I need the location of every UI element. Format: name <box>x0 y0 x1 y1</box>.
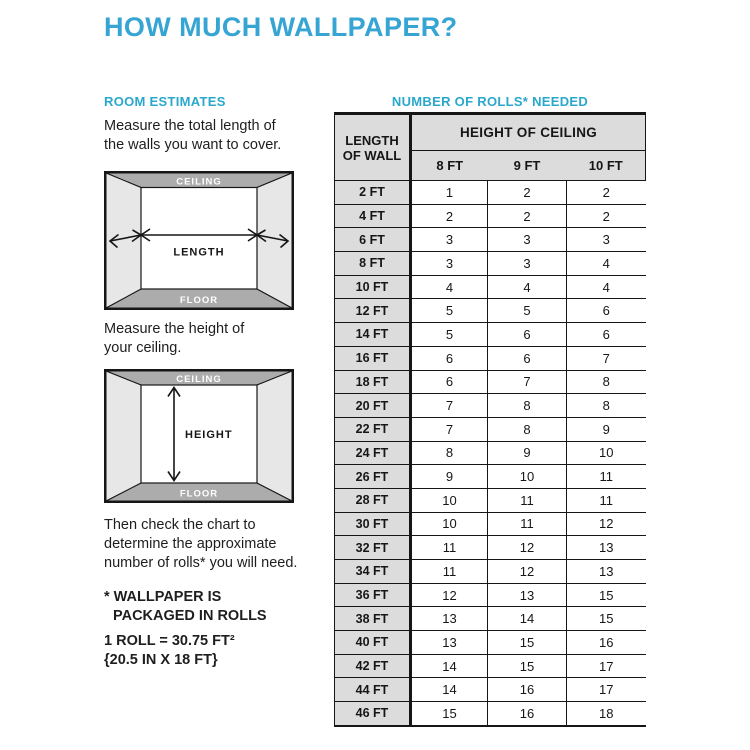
step2-line: your ceiling. <box>104 340 182 356</box>
wall-length-cell: 24 FT <box>335 441 411 465</box>
wall-length-cell: 44 FT <box>335 678 411 702</box>
rolls-value-cell: 15 <box>567 583 646 607</box>
rolls-value-cell: 9 <box>411 465 488 489</box>
col-header-10ft: 10 FT <box>567 151 646 181</box>
rolls-value-cell: 12 <box>411 583 488 607</box>
rolls-value-cell: 7 <box>567 346 646 370</box>
rolls-value-cell: 11 <box>411 560 488 584</box>
table-row <box>335 417 646 441</box>
rolls-value-cell: 8 <box>488 394 567 418</box>
rolls-value-cell: 3 <box>567 228 646 252</box>
rolls-value-cell: 10 <box>567 441 646 465</box>
rolls-value-cell: 12 <box>488 536 567 560</box>
wall-length-cell: 28 FT <box>335 488 411 512</box>
table-row <box>335 252 646 276</box>
rolls-value-cell: 16 <box>488 702 567 726</box>
rolls-value-cell: 17 <box>567 678 646 702</box>
rolls-value-cell: 8 <box>567 370 646 394</box>
wall-length-cell: 34 FT <box>335 560 411 584</box>
wall-length-cell: 40 FT <box>335 631 411 655</box>
back-wall-face <box>141 188 257 290</box>
table-row <box>335 702 646 726</box>
table-row <box>335 204 646 228</box>
rolls-value-cell: 5 <box>411 323 488 347</box>
roll-size-spec <box>104 632 235 670</box>
col-header-8ft: 8 FT <box>411 151 488 181</box>
rolls-value-cell: 5 <box>488 299 567 323</box>
rolls-value-cell: 8 <box>488 417 567 441</box>
table-row <box>335 654 646 678</box>
rolls-value-cell: 16 <box>567 631 646 655</box>
rolls-value-cell: 16 <box>488 678 567 702</box>
table-header-row <box>335 114 646 151</box>
step3-line: number of rolls* you will need. <box>104 555 298 571</box>
rolls-value-cell: 2 <box>488 181 567 205</box>
wall-length-cell: 26 FT <box>335 465 411 489</box>
rolls-value-cell: 5 <box>411 299 488 323</box>
rolls-table-body <box>335 181 646 726</box>
rolls-value-cell: 7 <box>488 370 567 394</box>
table-row <box>335 299 646 323</box>
table-row <box>335 678 646 702</box>
rolls-value-cell: 10 <box>411 488 488 512</box>
rolls-value-cell: 11 <box>567 488 646 512</box>
rolls-value-cell: 4 <box>411 275 488 299</box>
step3-line: Then check the chart to <box>104 517 256 533</box>
left-wall-face <box>106 371 141 501</box>
rolls-value-cell: 13 <box>411 631 488 655</box>
rolls-needed-heading: NUMBER OF ROLLS* NEEDED <box>391 94 589 109</box>
rolls-value-cell: 4 <box>567 275 646 299</box>
wall-length-cell: 42 FT <box>335 654 411 678</box>
step3-line: determine the approximate <box>104 536 277 552</box>
rolls-value-cell: 8 <box>567 394 646 418</box>
rolls-value-cell: 7 <box>411 394 488 418</box>
height-label: HEIGHT <box>185 429 233 441</box>
table-row <box>335 583 646 607</box>
table-row <box>335 346 646 370</box>
floor-label: FLOOR <box>179 295 219 306</box>
rolls-value-cell: 10 <box>488 465 567 489</box>
length-of-wall-header <box>335 114 411 181</box>
rolls-value-cell: 6 <box>411 370 488 394</box>
step2-instruction <box>104 320 244 358</box>
rolls-value-cell: 6 <box>567 323 646 347</box>
table-row <box>335 370 646 394</box>
rolls-value-cell: 8 <box>411 441 488 465</box>
wall-length-cell: 2 FT <box>335 181 411 205</box>
room-length-diagram <box>104 171 294 310</box>
table-row <box>335 394 646 418</box>
rollspec-line: 1 ROLL = 30.75 FT² <box>104 633 235 649</box>
wall-length-cell: 20 FT <box>335 394 411 418</box>
wall-length-cell: 16 FT <box>335 346 411 370</box>
rollspec-line: {20.5 IN X 18 FT} <box>104 652 218 668</box>
rolls-value-cell: 14 <box>411 654 488 678</box>
room-height-diagram <box>104 369 294 503</box>
wall-length-cell: 36 FT <box>335 583 411 607</box>
room-estimates-heading: ROOM ESTIMATES <box>104 94 226 109</box>
length-label: LENGTH <box>173 246 225 259</box>
rolls-value-cell: 11 <box>488 488 567 512</box>
rolls-value-cell: 13 <box>411 607 488 631</box>
rolls-value-cell: 1 <box>411 181 488 205</box>
table-row <box>335 488 646 512</box>
rolls-value-cell: 12 <box>488 560 567 584</box>
rolls-needed-table <box>334 112 646 727</box>
col-header-9ft: 9 FT <box>488 151 567 181</box>
rolls-value-cell: 11 <box>411 536 488 560</box>
wall-length-cell: 22 FT <box>335 417 411 441</box>
rolls-value-cell: 4 <box>567 252 646 276</box>
table-row <box>335 323 646 347</box>
table-row <box>335 441 646 465</box>
rolls-value-cell: 6 <box>567 299 646 323</box>
corner-header-line: LENGTH <box>345 132 399 148</box>
rolls-value-cell: 3 <box>411 228 488 252</box>
rolls-value-cell: 11 <box>567 465 646 489</box>
wall-length-cell: 14 FT <box>335 323 411 347</box>
table-row <box>335 512 646 536</box>
wallpaper-rolls-footnote <box>104 588 267 626</box>
ceiling-label: CEILING <box>176 176 222 188</box>
rolls-value-cell: 15 <box>488 631 567 655</box>
rolls-value-cell: 15 <box>567 607 646 631</box>
right-wall-face <box>257 371 292 501</box>
table-row <box>335 181 646 205</box>
table-row <box>335 228 646 252</box>
height-of-ceiling-header: HEIGHT OF CEILING <box>411 114 646 151</box>
rolls-value-cell: 12 <box>567 512 646 536</box>
wall-length-cell: 12 FT <box>335 299 411 323</box>
rolls-value-cell: 14 <box>488 607 567 631</box>
rolls-value-cell: 13 <box>488 583 567 607</box>
floor-label: FLOOR <box>179 488 219 500</box>
wall-length-cell: 4 FT <box>335 204 411 228</box>
rolls-value-cell: 2 <box>567 181 646 205</box>
rolls-value-cell: 11 <box>488 512 567 536</box>
step1-line: the walls you want to cover. <box>104 137 282 153</box>
rolls-value-cell: 3 <box>488 252 567 276</box>
wall-length-cell: 30 FT <box>335 512 411 536</box>
step1-line: Measure the total length of <box>104 118 276 134</box>
step2-line: Measure the height of <box>104 321 245 337</box>
rolls-value-cell: 14 <box>411 678 488 702</box>
wall-length-cell: 38 FT <box>335 607 411 631</box>
footnote-line: PACKAGED IN ROLLS <box>113 608 267 624</box>
rolls-value-cell: 10 <box>411 512 488 536</box>
ceiling-label: CEILING <box>176 374 222 385</box>
rolls-value-cell: 4 <box>488 275 567 299</box>
wall-length-cell: 32 FT <box>335 536 411 560</box>
rolls-value-cell: 9 <box>567 417 646 441</box>
table-row <box>335 631 646 655</box>
wall-length-cell: 6 FT <box>335 228 411 252</box>
wall-length-cell: 10 FT <box>335 275 411 299</box>
wall-length-cell: 8 FT <box>335 252 411 276</box>
rolls-value-cell: 15 <box>488 654 567 678</box>
rolls-value-cell: 13 <box>567 536 646 560</box>
rolls-value-cell: 17 <box>567 654 646 678</box>
rolls-value-cell: 3 <box>411 252 488 276</box>
footnote-line: * WALLPAPER IS <box>104 589 222 605</box>
corner-header-line: OF WALL <box>342 147 402 163</box>
rolls-value-cell: 2 <box>411 204 488 228</box>
wall-length-cell: 18 FT <box>335 370 411 394</box>
table-row <box>335 536 646 560</box>
page-title: HOW MUCH WALLPAPER? <box>104 12 458 42</box>
rolls-value-cell: 13 <box>567 560 646 584</box>
table-row <box>335 465 646 489</box>
table-row <box>335 275 646 299</box>
rolls-value-cell: 7 <box>411 417 488 441</box>
table-row <box>335 560 646 584</box>
rolls-value-cell: 6 <box>488 346 567 370</box>
rolls-value-cell: 18 <box>567 702 646 726</box>
table-row <box>335 607 646 631</box>
rolls-value-cell: 15 <box>411 702 488 726</box>
rolls-value-cell: 2 <box>488 204 567 228</box>
step3-instruction <box>104 516 297 573</box>
rolls-value-cell: 2 <box>567 204 646 228</box>
rolls-value-cell: 3 <box>488 228 567 252</box>
rolls-value-cell: 6 <box>488 323 567 347</box>
rolls-value-cell: 9 <box>488 441 567 465</box>
step1-instruction <box>104 117 281 155</box>
wall-length-cell: 46 FT <box>335 702 411 726</box>
rolls-value-cell: 6 <box>411 346 488 370</box>
